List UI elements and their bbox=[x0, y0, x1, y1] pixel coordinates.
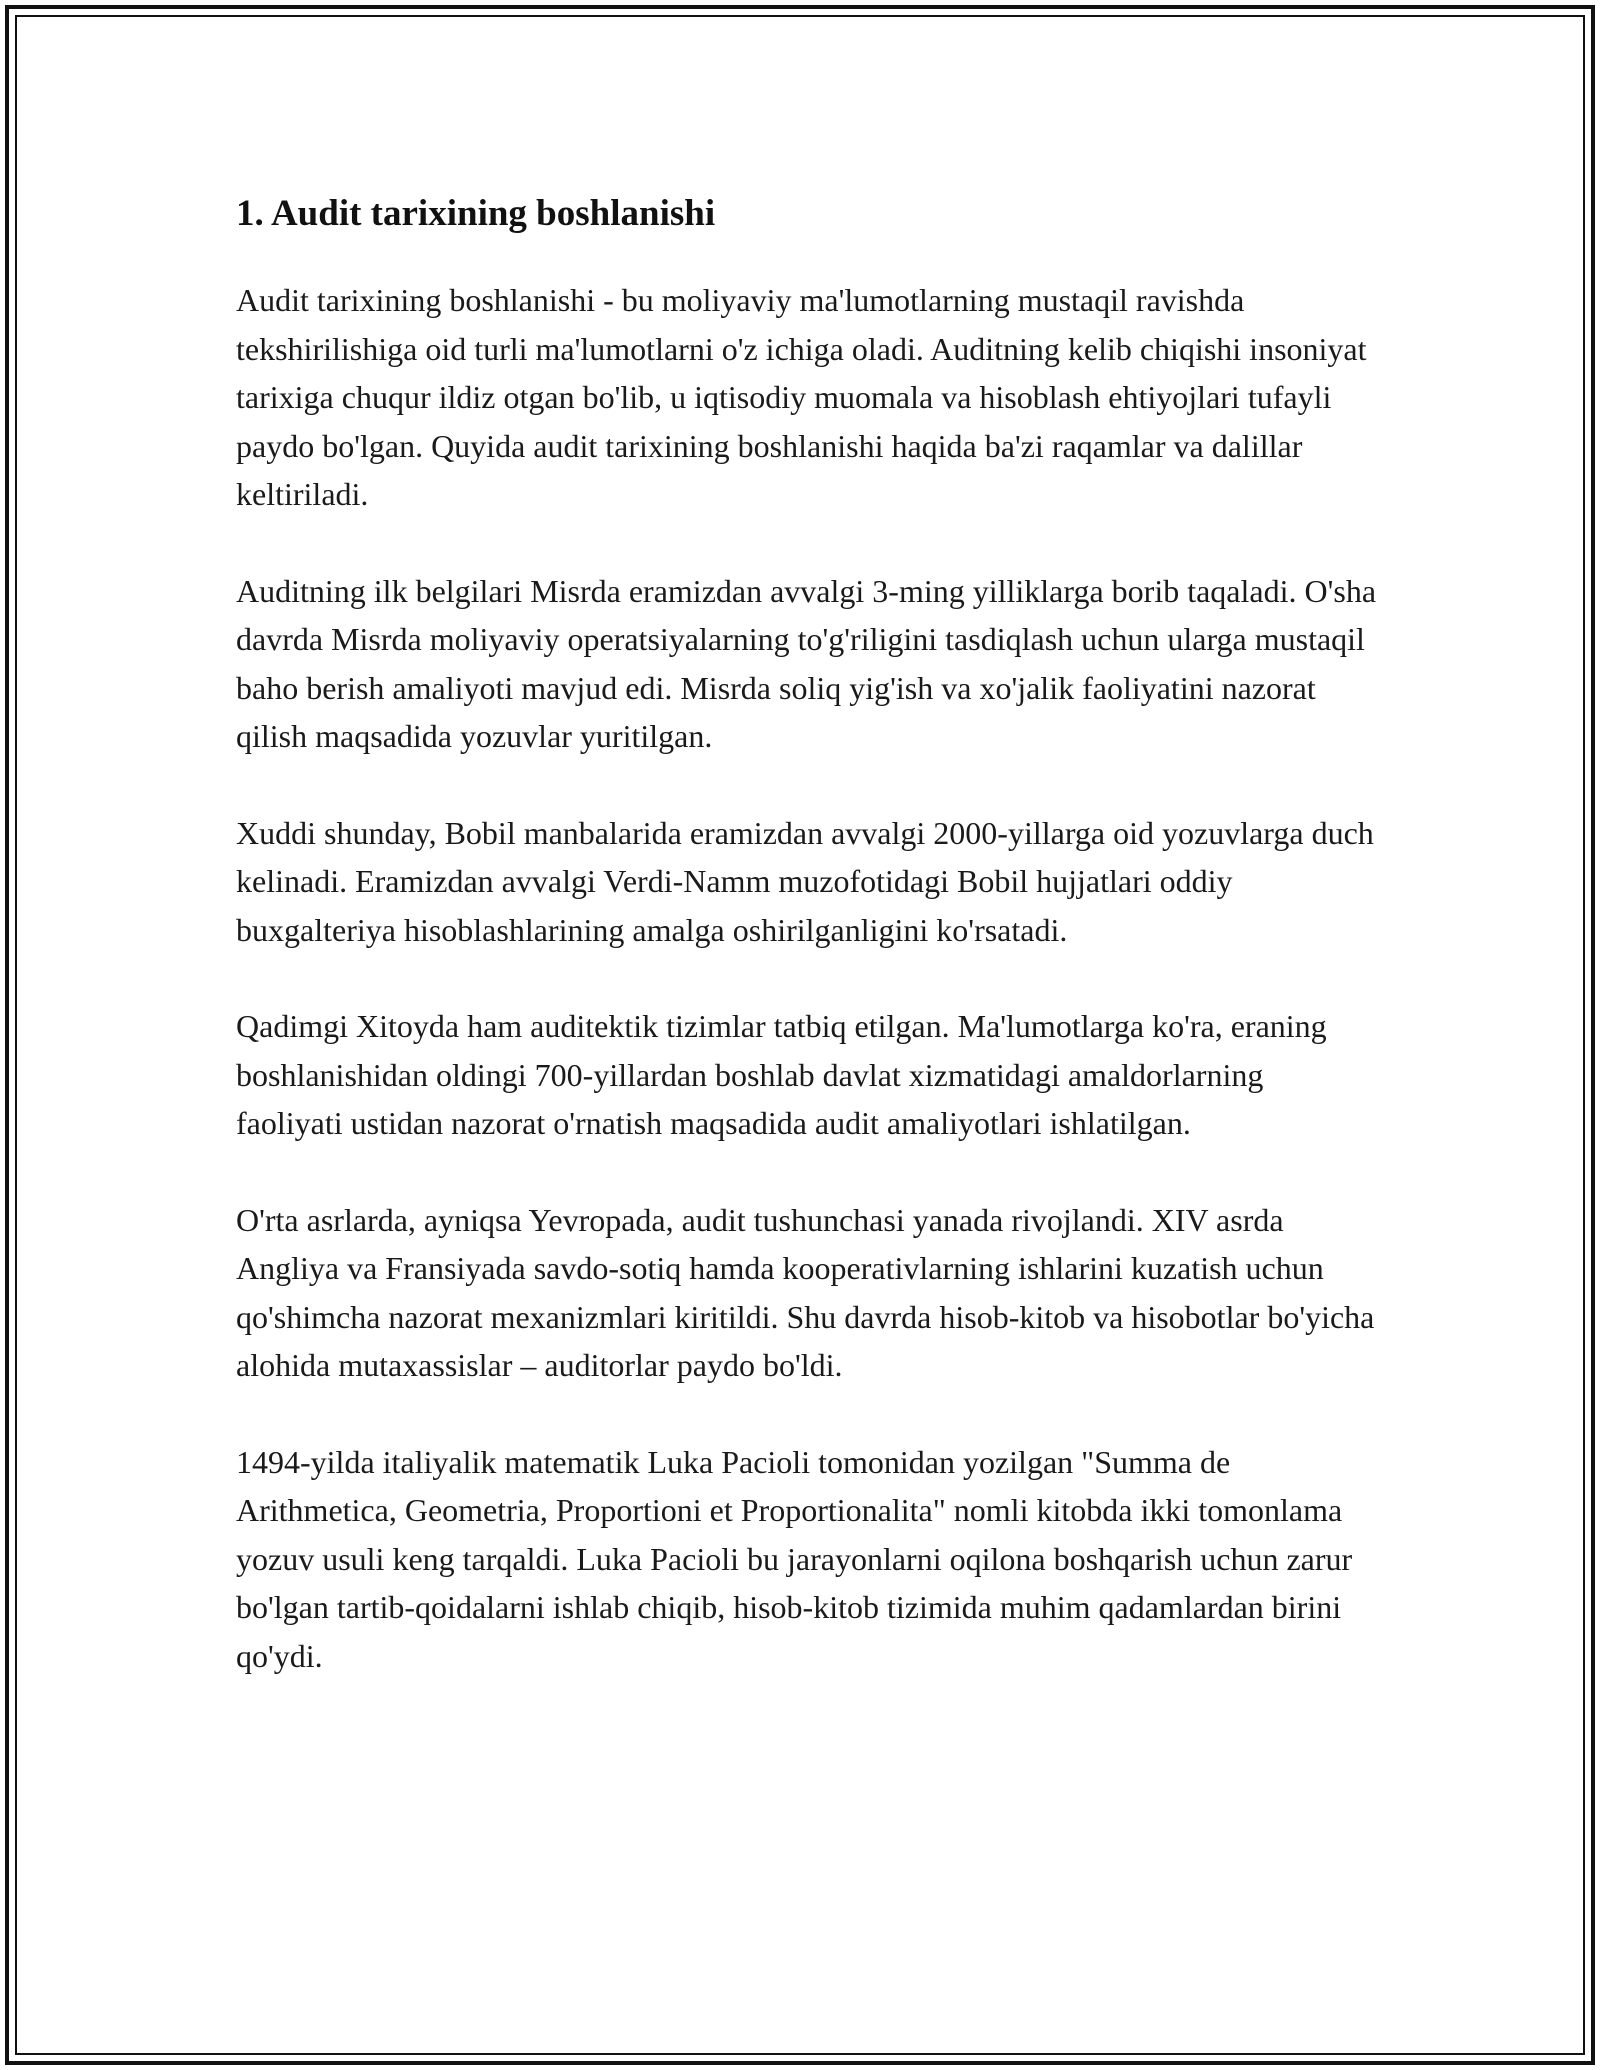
paragraph-china: Qadimgi Xitoyda ham auditektik tizimlar tatbiq etilgan. Ma'lumotlarga ko'ra, eraning boshlanishidan oldingi 700-yillardan boshlab davlat xizmatidagi amaldorlarning faoliyati ustidan nazorat o'rnatish maqsadida audit amaliyotlari ishlatilgan. bbox=[236, 1008, 1327, 1141]
paragraph-middle-ages: O'rta asrlarda, ayniqsa Yevropada, audit tushunchasi yanada rivojlandi. XIV asrda Angliya va Fransiyada savdo-sotiq hamda kooperativlarning ishlarini kuzatish uchun qo'shimcha nazorat mexanizmlari kiritildi. Shu davrda hisob-kitob va hisobotlar bo'yicha alohida mutaxassislar – auditorlar paydo bo'ldi. bbox=[236, 1201, 1375, 1383]
paragraph-babylon: Xuddi shunday, Bobil manbalarida eramizdan avvalgi 2000-yillarga oid yozuvlarga duch kelinadi. Eramizdan avvalgi Verdi-Namm muzofotidagi Bobil hujjatlari oddiy buxgalteriya hisoblashlarining amalga oshirilganligini ko'rsatadi. bbox=[236, 814, 1374, 948]
document-body bbox=[236, 186, 1376, 1728]
section-title: 1. Audit tarixining boshlanishi bbox=[236, 193, 716, 234]
paragraph-pacioli: 1494-yilda italiyalik matematik Luka Pacioli tomonidan yozilgan "Summa de Arithmetica, Geometria, Proportioni et Proportionalita" nomli kitobda ikki tomonlama yozuv usuli keng tarqaldi. Luka Pacioli bu jarayonlarni oqilona boshqarish uchun zarur bo'lgan tartib-qoidalarni ishlab chiqib, hisob-kitob tizimida muhim qadamlardan birini qo'ydi. bbox=[236, 1443, 1353, 1674]
paragraph-intro: Audit tarixining boshlanishi - bu moliyaviy ma'lumotlarning mustaqil ravishda tekshirilishiga oid turli ma'lumotlarni o'z ichiga oladi. Auditning kelib chiqishi insoniyat tarixiga chuqur ildiz otgan bo'lib, u iqtisodiy muomala va hisoblash ehtiyojlari tufayli paydo bo'lgan. Quyida audit tarixining boshlanishi haqida ba'zi raqamlar va dalillar keltiriladi. bbox=[236, 282, 1367, 512]
paragraph-egypt: Auditning ilk belgilari Misrda eramizdan avvalgi 3-ming yilliklarga borib taqaladi. O'sha davrda Misrda moliyaviy operatsiyalarning to'g'riligini tasdiqlash uchun ularga mustaqil baho berish amaliyoti mavjud edi. Misrda soliq yig'ish va xo'jalik faoliyatini nazorat qilish maqsadida yozuvlar yuritilgan. bbox=[236, 572, 1377, 754]
